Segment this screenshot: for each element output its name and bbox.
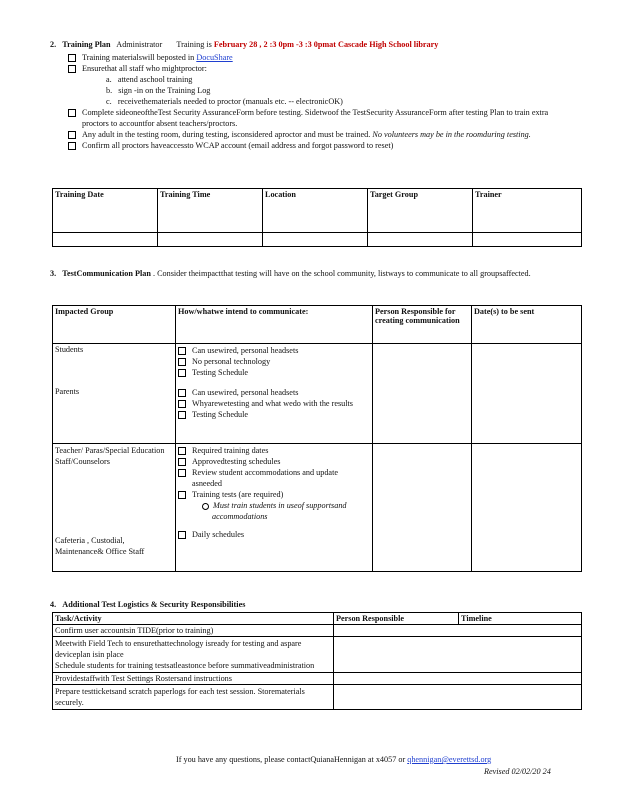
list-item: Testing Schedule — [178, 409, 370, 420]
training-plan-title: Training Plan — [62, 40, 111, 49]
training-is-label: Training is — [176, 40, 212, 49]
section-4-heading — [50, 600, 245, 609]
training-date-location: February 28 , 2 :3 0pm -3 :3 0pmat Cascade High School library — [213, 40, 439, 49]
list-item: Testing Schedule — [178, 367, 370, 378]
header-training-time: Training Time — [158, 189, 263, 233]
checkbox-icon — [178, 458, 186, 466]
group-cell — [53, 344, 176, 444]
task-cell: Prepare testticketsand scratch paperlogs for each test session. Storematerials securely. — [53, 685, 334, 710]
checkbox-icon — [68, 131, 76, 139]
docushare-link[interactable]: DocuShare — [196, 53, 233, 62]
checkbox-icon — [68, 109, 76, 117]
header-dates-sent: Date(s) to be sent — [472, 306, 582, 344]
task-cell — [53, 637, 334, 673]
communication-plan-table — [52, 305, 582, 572]
bullet-assurance-form: Complete sideoneoftheTest Security AssuranceForm before testing. Sidetwoof the TestSecurity AssuranceForm after testing Plan to train extra proctors to accountfor absent teachers/proctors. — [68, 107, 558, 129]
header-timeline: Timeline — [459, 613, 582, 625]
person-cell[interactable] — [373, 444, 472, 572]
list-item: Can usewired, personal headsets — [178, 345, 370, 356]
checkbox-icon — [178, 400, 186, 408]
cell-empty[interactable] — [473, 233, 582, 247]
list-item: Required training dates — [178, 445, 370, 456]
checkbox-icon — [178, 369, 186, 377]
task-text: Schedule students for training testsatleastonce before summativeadministration — [55, 661, 315, 670]
header-target-group: Target Group — [368, 189, 473, 233]
section-number: 3. — [50, 269, 57, 278]
task-cell: Confirm user accountsin TIDE(prior to training) — [53, 625, 334, 637]
list-item: No personal technology — [178, 356, 370, 367]
sub-list-item: Must train students in useof supportsand accommodations — [178, 500, 370, 522]
communication-cell — [176, 344, 373, 444]
responsible-cell[interactable] — [334, 637, 582, 673]
header-training-date: Training Date — [53, 189, 158, 233]
logistics-title: Additional Test Logistics & Security Responsibilities — [62, 600, 246, 609]
checkbox-icon — [178, 447, 186, 455]
responsible-cell[interactable] — [334, 625, 582, 637]
checkbox-icon — [178, 358, 186, 366]
sub-item-c: c. receivethematerials needed to proctor (manuals etc. -- electronicOK) — [106, 97, 343, 106]
section-2-heading — [50, 40, 438, 49]
list-item: Daily schedules — [178, 529, 370, 540]
checkbox-icon — [178, 469, 186, 477]
cell-empty[interactable] — [53, 233, 158, 247]
contact-text: If you have any questions, please contactQuianaHennigan at x4057 or — [176, 755, 406, 764]
cell-empty[interactable] — [263, 233, 368, 247]
list-item: Training tests (are required) — [178, 489, 370, 500]
logistics-table — [52, 612, 582, 710]
checkbox-icon — [178, 411, 186, 419]
checkbox-icon — [178, 491, 186, 499]
section-2-bullets — [68, 52, 558, 151]
group-students: Students — [55, 345, 84, 354]
list-item: Review student accommodations and update asneeded — [178, 467, 370, 489]
bullet-training-materials: Training materialswill beposted in DocuShare — [68, 52, 558, 63]
section-number: 2. — [50, 40, 57, 49]
header-location: Location — [263, 189, 368, 233]
training-schedule-table — [52, 188, 582, 247]
person-cell[interactable] — [373, 344, 472, 444]
checkbox-icon — [178, 347, 186, 355]
cell-empty[interactable] — [368, 233, 473, 247]
section-3-heading — [50, 268, 565, 280]
checkbox-icon — [178, 531, 186, 539]
circle-bullet-icon — [202, 503, 209, 510]
header-task: Task/Activity — [53, 613, 334, 625]
task-text: Meetwith Field Tech to ensurethattechnology isready for testing and aspare deviceplan isin place — [55, 639, 302, 659]
checkbox-icon — [68, 65, 76, 73]
cell-empty[interactable] — [158, 233, 263, 247]
date-cell[interactable] — [472, 344, 582, 444]
checkbox-icon — [68, 54, 76, 62]
admin-label: Administrator — [116, 40, 163, 49]
list-item: Approvedtesting schedules — [178, 456, 370, 467]
list-item: Whyarewetesting and what wedo with the results — [178, 398, 370, 409]
group-cell — [53, 444, 176, 572]
communication-plan-title: TestCommunication Plan — [62, 269, 151, 278]
header-how-what: How/whatwe intend to communicate: — [176, 306, 373, 344]
bullet-ensure-staff: Ensurethat all staff who mightproctor: — [68, 63, 558, 74]
communication-cell — [176, 444, 373, 572]
task-cell: Providestaffwith Test Settings Rostersand instructions — [53, 673, 334, 685]
section-number: 4. — [50, 600, 57, 609]
date-cell[interactable] — [472, 444, 582, 572]
responsible-cell[interactable] — [334, 673, 582, 685]
bullet-wcap-account: Confirm all proctors haveaccessto WCAP account (email address and forgot password to reset) — [68, 140, 558, 151]
checkbox-icon — [178, 389, 186, 397]
group-parents: Parents — [55, 387, 80, 396]
group-teachers: Teacher/ Paras/Special Education Staff/Counselors — [55, 446, 165, 466]
list-item: Can usewired, personal headsets — [178, 387, 370, 398]
bullet-any-adult: Any adult in the testing room, during testing, isconsidered aproctor and must be trained. No volunteers may be in the roomduring testing. — [68, 129, 558, 140]
sub-item-b: b. sign -in on the Training Log — [106, 86, 211, 95]
sub-item-a: a. attend aschool training — [106, 75, 193, 84]
header-trainer: Trainer — [473, 189, 582, 233]
footer-contact — [176, 755, 491, 764]
header-person-responsible: Person Responsible — [334, 613, 459, 625]
responsible-cell[interactable] — [334, 685, 582, 710]
email-link[interactable]: qhennigan@everettsd.org — [407, 755, 492, 764]
group-cafeteria: Cafeteria , Custodial, Maintenance& Office Staff — [55, 536, 145, 556]
communication-intro: . Consider theimpactthat testing will have on the school community, listways to communicate to all groupsaffected. — [152, 269, 531, 278]
revised-date: Revised 02/02/20 24 — [484, 767, 551, 776]
header-impacted-group: Impacted Group — [53, 306, 176, 344]
header-person-responsible: Person Responsible for creating communication — [373, 306, 472, 344]
checkbox-icon — [68, 142, 76, 150]
